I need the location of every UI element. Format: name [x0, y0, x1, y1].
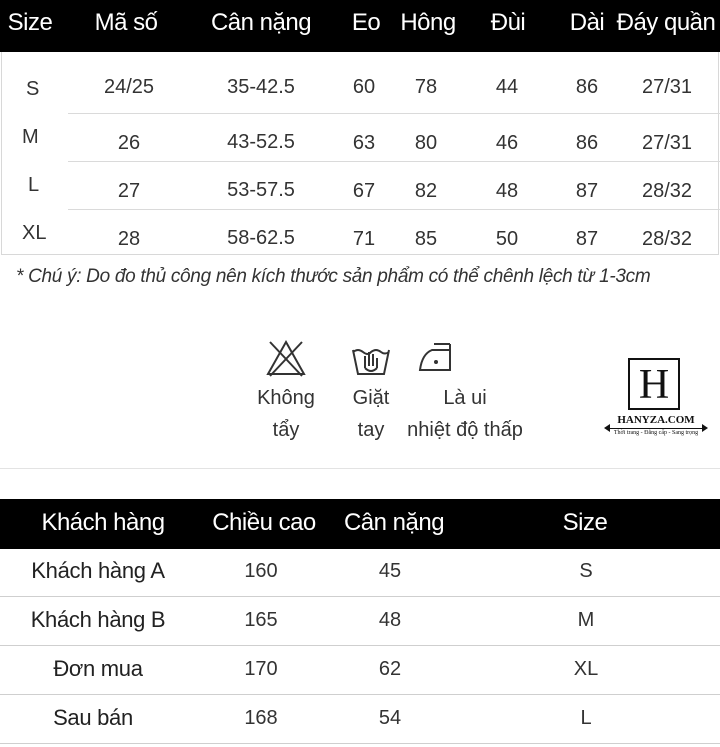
height-cell: 165 [244, 609, 278, 631]
size-cell: L [28, 174, 40, 196]
header-rise: Đáy quần [616, 9, 716, 36]
logo-name: HANYZA.COM [617, 414, 695, 426]
thigh-cell: 50 [495, 228, 519, 250]
size-cell: M [577, 609, 595, 631]
rise-cell: 27/31 [641, 76, 693, 98]
weight-cell: 45 [378, 560, 402, 582]
customer-name: Đơn mua [53, 656, 143, 681]
thigh-cell: 44 [495, 76, 519, 98]
iron-low-icon [414, 338, 458, 378]
size-row-l [0, 162, 720, 210]
care-label-line2: nhiệt độ thấp [407, 419, 523, 441]
weight-cell: 53-57.5 [227, 179, 295, 201]
size-row-xl [0, 210, 720, 258]
length-cell: 87 [575, 228, 599, 250]
size-row-s [0, 66, 720, 114]
customer-name: Khách hàng B [30, 607, 166, 632]
logo-tagline: Thời trang - Đẳng cấp - Sang trọng [613, 430, 699, 436]
waist-cell: 71 [352, 228, 376, 250]
code-cell: 24/25 [103, 76, 155, 98]
height-cell: 160 [244, 560, 278, 582]
hip-cell: 82 [414, 180, 438, 202]
waist-cell: 63 [352, 132, 376, 154]
size-row-m [0, 114, 720, 162]
care-label-line2: tay [357, 419, 385, 441]
thigh-cell: 46 [495, 132, 519, 154]
hip-cell: 80 [414, 132, 438, 154]
customer-table-header [0, 499, 720, 549]
care-label-line1: Giặt [352, 387, 390, 409]
size-cell: XL [22, 222, 47, 244]
hanyza-logo [604, 358, 708, 442]
height-cell: 170 [244, 658, 278, 680]
no-bleach-icon [264, 338, 308, 378]
care-label-line1: Không [257, 387, 315, 409]
header-thigh: Đùi [490, 9, 526, 36]
customer-row [0, 549, 720, 597]
length-cell: 87 [575, 180, 599, 202]
customer-row [0, 647, 720, 695]
size-cell: XL [573, 658, 599, 680]
waist-cell: 67 [352, 180, 376, 202]
hand-wash-icon [349, 338, 393, 378]
code-cell: 27 [117, 180, 141, 202]
weight-cell: 58-62.5 [227, 227, 295, 249]
weight-cell: 62 [378, 658, 402, 680]
length-cell: 86 [575, 76, 599, 98]
length-cell: 86 [575, 132, 599, 154]
care-no-bleach [250, 338, 322, 446]
rise-cell: 28/32 [641, 228, 693, 250]
care-label-line2: tẩy [272, 419, 300, 441]
measurement-note: * Chú ý: Do đo thủ công nên kích thước sản phẩm có thể chênh lệch từ 1-3cm [16, 266, 651, 287]
logo-frame [628, 358, 680, 410]
thigh-cell: 48 [495, 180, 519, 202]
header-waist: Eo [351, 9, 381, 36]
hip-cell: 78 [414, 76, 438, 98]
rise-cell: 27/31 [641, 132, 693, 154]
weight-cell: 43-52.5 [227, 131, 295, 153]
weight-cell: 54 [378, 707, 402, 729]
size-cell: M [22, 126, 39, 148]
care-hand-wash [336, 338, 406, 446]
size-cell: S [26, 78, 40, 100]
header-size: Size [562, 509, 608, 536]
header-weight: Cân nặng [343, 509, 445, 536]
waist-cell: 60 [352, 76, 376, 98]
care-label-line1: Là ui [443, 387, 487, 409]
section-divider [0, 468, 720, 469]
code-cell: 26 [117, 132, 141, 154]
header-height: Chiều cao [212, 509, 316, 536]
size-cell: S [579, 560, 593, 582]
code-cell: 28 [117, 228, 141, 250]
customer-row [0, 696, 720, 744]
weight-cell: 35-42.5 [227, 76, 295, 98]
customer-name: Sau bán [53, 705, 133, 730]
header-weight: Cân nặng [210, 9, 312, 36]
height-cell: 168 [244, 707, 278, 729]
header-hip: Hông [400, 9, 456, 36]
header-size: Size [7, 9, 53, 36]
hip-cell: 85 [414, 228, 438, 250]
weight-cell: 48 [378, 609, 402, 631]
logo-letter: H [638, 362, 670, 408]
header-code: Mã số [94, 9, 158, 36]
care-iron-low [404, 338, 526, 446]
header-length: Dài [569, 9, 605, 36]
customer-row [0, 598, 720, 646]
size-table-header [0, 0, 720, 52]
rise-cell: 28/32 [641, 180, 693, 202]
customer-name: Khách hàng A [31, 558, 165, 583]
logo-rule [608, 428, 704, 429]
size-cell: L [580, 707, 592, 729]
header-customer: Khách hàng [41, 509, 165, 536]
